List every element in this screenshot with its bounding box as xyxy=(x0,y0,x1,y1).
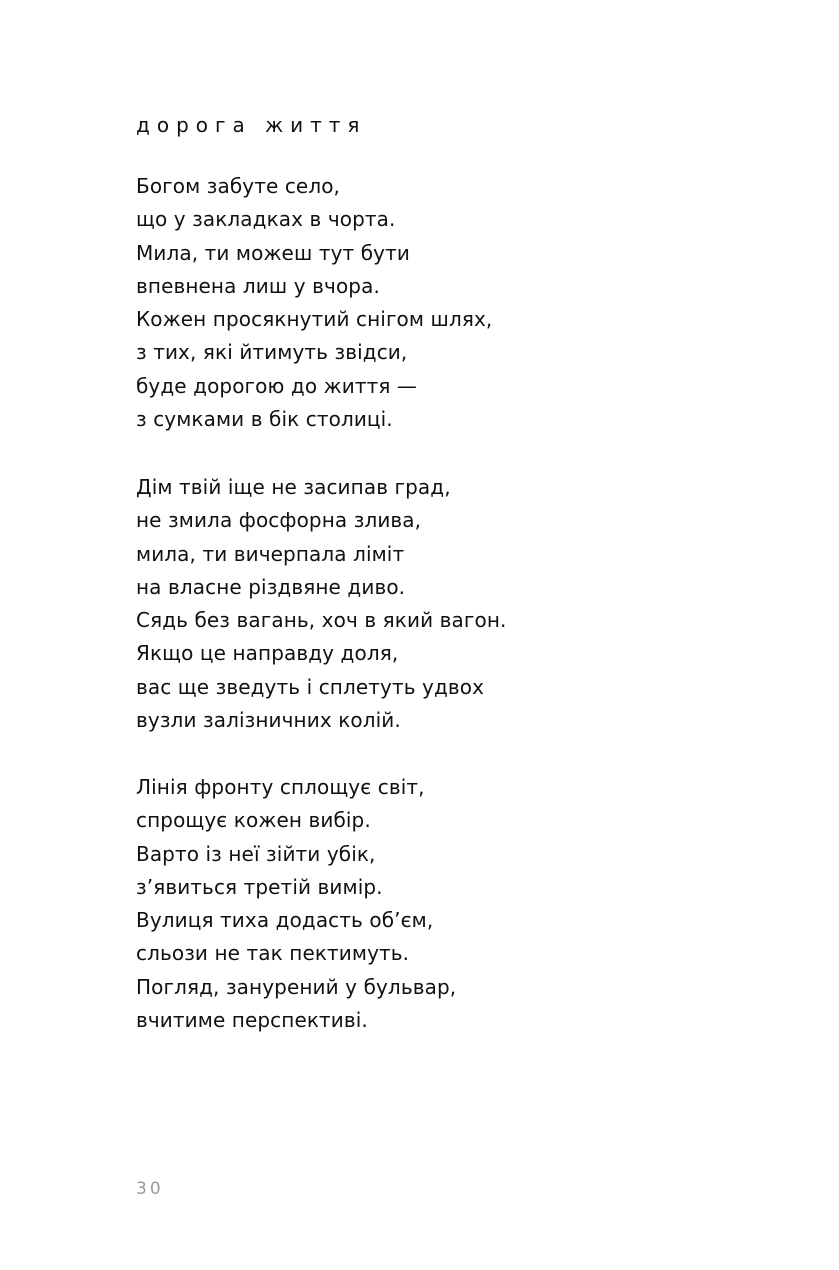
poem-line: що у закладках в чорта. xyxy=(136,207,396,232)
poem-line: Дім твій іще не засипав град, xyxy=(136,475,451,499)
poem-line: Мила, ти можеш тут бути xyxy=(136,240,410,265)
poem-line: з’явиться третій вимір. xyxy=(136,874,383,899)
stanza-2 xyxy=(136,471,506,737)
poem-title: дорога життя xyxy=(136,113,367,137)
poem-line: Богом забуте село, xyxy=(136,174,340,198)
poem-line: Сядь без вагань, хоч в який вагон. xyxy=(136,608,507,633)
poem-line: вчитиме перспективі. xyxy=(136,1008,368,1033)
poem-line: Вулиця тиха додасть об’єм, xyxy=(136,908,434,933)
poem-line: спрощує кожен вибір. xyxy=(136,808,371,833)
poem-line: вас ще зведуть і сплетуть удвох xyxy=(136,674,485,699)
poem-line: Погляд, занурений у бульвар, xyxy=(136,974,457,999)
poem-line: на власне різдвяне диво. xyxy=(136,574,406,599)
poem-line: Якщо це направду доля, xyxy=(136,641,399,666)
poem-line: Варто із неї зійти убік, xyxy=(136,841,376,866)
stanza-1 xyxy=(136,170,492,436)
poem-line: впевнена лиш у вчора. xyxy=(136,273,380,298)
stanza-3 xyxy=(136,771,456,1037)
poem-line: вузли залізничних колій. xyxy=(136,708,401,733)
poem-line: буде дорогою до життя — xyxy=(136,373,418,398)
poem-line: з сумками в бік столиці. xyxy=(136,407,393,432)
poem-line: Кожен просякнутий снігом шлях, xyxy=(136,307,493,332)
poem-line: сльози не так пектимуть. xyxy=(136,941,410,966)
poem-line: мила, ти вичерпала ліміт xyxy=(136,541,405,566)
poem-line: Лінія фронту сплощує світ, xyxy=(136,775,425,799)
poem-line: з тих, які йтимуть звідси, xyxy=(136,340,408,365)
poem-line: не змила фосфорна злива, xyxy=(136,508,422,533)
page-number: 30 xyxy=(136,1179,164,1199)
